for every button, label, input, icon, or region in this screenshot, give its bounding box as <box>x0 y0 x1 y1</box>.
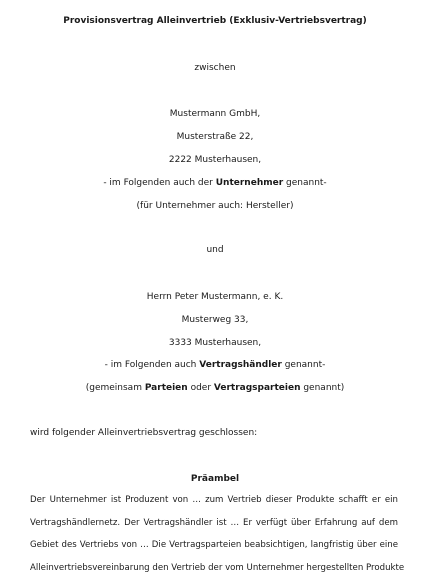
party2-role-post: genannt- <box>282 360 326 370</box>
party2-joint-bold2: Vertragsparteien <box>214 383 301 393</box>
party1-role-pre: - im Folgenden auch der <box>103 178 215 188</box>
and-label: und <box>0 244 430 256</box>
preamble-body <box>30 494 398 584</box>
party1-street: Musterstraße 22, <box>0 131 430 143</box>
between-label: zwischen <box>0 62 430 74</box>
party2-role-bold: Vertragshändler <box>199 360 282 370</box>
concluded-text: wird folgender Alleinvertriebsvertrag geschlossen: <box>30 427 400 439</box>
party2-joint-pre: (gemeinsam <box>86 383 145 393</box>
preamble-line: Alleinvertriebsvereinbarung den Vertrieb der vom Unternehmer hergestellten Produkte <box>30 562 398 584</box>
preamble-line: Der Unternehmer ist Produzent von … zum Vertrieb dieser Produkte schafft er ein <box>30 494 398 517</box>
party2-street: Musterweg 33, <box>0 314 430 326</box>
party2-city: 3333 Musterhausen, <box>0 337 430 349</box>
document-title: Provisionsvertrag Alleinvertrieb (Exklusiv-Vertriebsvertrag) <box>0 15 430 27</box>
party1-note: (für Unternehmer auch: Hersteller) <box>0 200 430 212</box>
party1-city: 2222 Musterhausen, <box>0 154 430 166</box>
party1-role-bold: Unternehmer <box>216 178 283 188</box>
party2-joint-mid: oder <box>188 383 214 393</box>
party1-name: Mustermann GmbH, <box>0 108 430 120</box>
party1-role-post: genannt- <box>283 178 327 188</box>
party2-joint-bold1: Parteien <box>145 383 188 393</box>
party2-role-pre: - im Folgenden auch <box>105 360 200 370</box>
party2-role <box>0 359 430 371</box>
party2-joint-note <box>0 382 430 394</box>
preamble-line: Gebiet des Vertriebs von … Die Vertragsparteien beabsichtigen, langfristig über eine <box>30 539 398 562</box>
party1-role <box>0 177 430 189</box>
preamble-heading: Präambel <box>0 473 430 485</box>
party2-joint-post: genannt) <box>300 383 344 393</box>
party2-name: Herrn Peter Mustermann, e. K. <box>0 291 430 303</box>
preamble-line: Vertragshändlernetz. Der Vertragshändler ist … Er verfügt über Erfahrung auf dem <box>30 517 398 540</box>
